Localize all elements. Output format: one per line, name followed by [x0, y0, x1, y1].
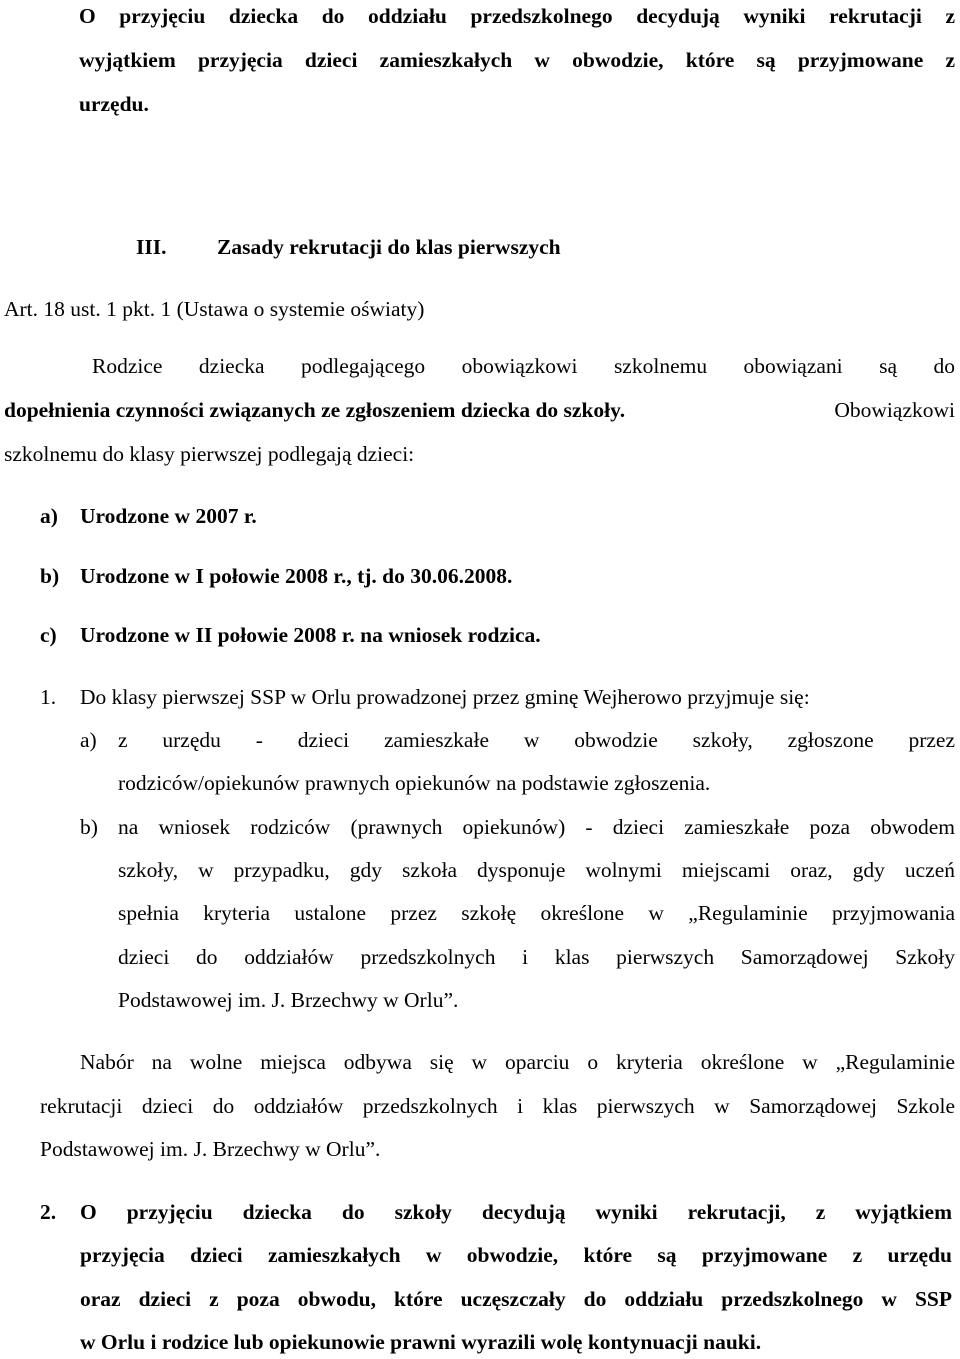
list-item-label: b) [40, 564, 60, 588]
point-1-text: Do klasy pierwszej SSP w Orlu prowadzonej przez gminę Wejherowo przyjmuje się: [80, 685, 810, 709]
point-2-line-4: w Orlu i rodzice lub opiekunowie prawni wyrazili wolę kontynuacji nauki. [80, 1330, 762, 1354]
intro-line-2-normal: Obowiązkowi [834, 398, 955, 422]
point-2-line-3: oraz dzieci z poza obwodu, które uczęszczały do oddziału przedszkolnego w SSP [80, 1287, 952, 1311]
law-reference: Art. 18 ust. 1 pkt. 1 (Ustawa o systemie oświaty) [4, 297, 425, 321]
list-item-label: a) [40, 504, 58, 528]
nabor-line-1: Nabór na wolne miejsca odbywa się w oparciu o kryteria określone w „Regulaminie [80, 1050, 955, 1074]
top-paragraph-line-2: wyjątkiem przyjęcia dzieci zamieszkałych w obwodzie, które są przyjmowane z [79, 48, 955, 72]
point-1-b-line-2: szkoły, w przypadku, gdy szkoła dysponuje wolnymi miejscami oraz, gdy uczeń [118, 858, 955, 882]
intro-line-2 [4, 397, 955, 423]
point-1-b-label: b) [80, 815, 98, 839]
list-item-label: c) [40, 623, 57, 647]
point-1-b-line-3: spełnia kryteria ustalone przez szkołę określone w „Regulaminie przyjmowania [118, 901, 955, 925]
top-paragraph-line-1: O przyjęciu dziecka do oddziału przedszkolnego decydują wyniki rekrutacji z [79, 4, 955, 28]
top-paragraph-line-3: urzędu. [79, 92, 149, 116]
point-1-a-label: a) [80, 728, 97, 752]
intro-line-2-bold: dopełnienia czynności związanych ze zgłoszeniem dziecka do szkoły. [4, 398, 626, 422]
intro-line-3: szkolnemu do klasy pierwszej podlegają dzieci: [4, 442, 415, 466]
list-item-text: Urodzone w 2007 r. [80, 504, 257, 528]
point-2-line-1: O przyjęciu dziecka do szkoły decydują wyniki rekrutacji, z wyjątkiem [80, 1200, 952, 1224]
point-1-a-line-1: z urzędu - dzieci zamieszkałe w obwodzie szkoły, zgłoszone przez [118, 728, 955, 752]
list-item-text: Urodzone w II połowie 2008 r. na wniosek rodzica. [80, 623, 541, 647]
point-1-a-line-2: rodziców/opiekunów prawnych opiekunów na podstawie zgłoszenia. [118, 771, 711, 795]
point-1-b-line-4: dzieci do oddziałów przedszkolnych i klas pierwszych Samorządowej Szkoły [118, 945, 955, 969]
section-number: III. [136, 235, 167, 259]
nabor-line-3: Podstawowej im. J. Brzechwy w Orlu”. [40, 1137, 381, 1161]
nabor-line-2: rekrutacji dzieci do oddziałów przedszkolnych i klas pierwszych w Samorządowej Szkole [40, 1094, 955, 1118]
point-2-line-2: przyjęcia dzieci zamieszkałych w obwodzie, które są przyjmowane z urzędu [80, 1243, 952, 1267]
point-1-number: 1. [40, 685, 57, 709]
point-2-number: 2. [40, 1200, 57, 1224]
intro-line-1: Rodzice dziecka podlegającego obowiązkowi szkolnemu obowiązani są do [92, 354, 955, 378]
section-title: Zasady rekrutacji do klas pierwszych [217, 235, 561, 259]
point-1-b-line-5: Podstawowej im. J. Brzechwy w Orlu”. [118, 988, 459, 1012]
list-item-text: Urodzone w I połowie 2008 r., tj. do 30.06.2008. [80, 564, 513, 588]
point-1-b-line-1: na wniosek rodziców (prawnych opiekunów) - dzieci zamieszkałe poza obwodem [118, 815, 955, 839]
